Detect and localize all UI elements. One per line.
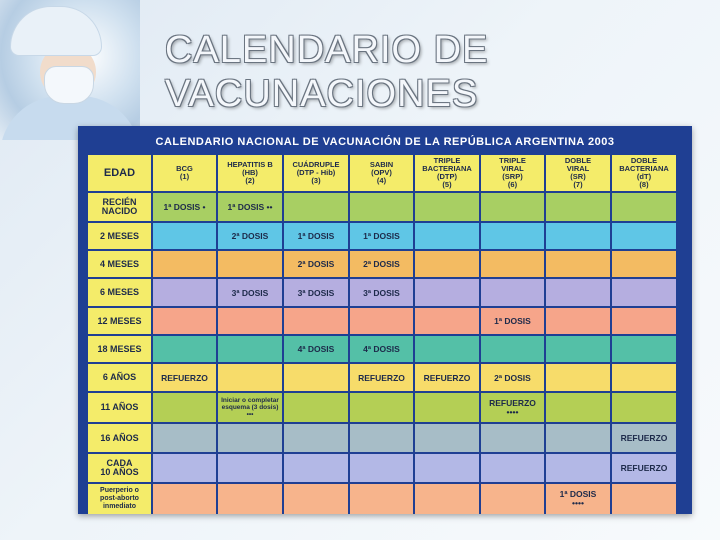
table-row [88,193,676,221]
vaccination-poster [78,126,692,514]
dose-cell: REFUERZO •••• [481,393,544,422]
vaccination-table [86,153,678,516]
table-row [88,424,676,452]
dose-cell [546,454,610,482]
age-cell: 6 AÑOS [88,364,151,391]
age-cell: CADA 10 AÑOS [88,454,151,482]
dose-cell [350,424,413,452]
dose-cell: Iniciar o completar esquema (3 dosis) ••• [218,393,282,422]
age-cell: 12 MESES [88,308,151,334]
age-cell: 18 MESES [88,336,151,362]
dose-cell [153,393,216,422]
dose-cell [153,279,216,306]
dose-cell [415,454,479,482]
dose-cell [284,484,348,514]
dose-cell [612,364,676,391]
surgical-mask [44,66,94,104]
dose-cell: 1ª DOSIS [350,223,413,249]
dose-cell [415,193,479,221]
age-cell: 16 AÑOS [88,424,151,452]
dose-cell [546,193,610,221]
column-header: BCG (1) [153,155,216,191]
dose-cell [153,484,216,514]
dose-cell [153,308,216,334]
column-header: SABIN (OPV) (4) [350,155,413,191]
table-row [88,223,676,249]
slide-title: CALENDARIO DE VACUNACIONES [165,29,489,115]
dose-cell [153,454,216,482]
dose-cell [284,364,348,391]
table-row [88,251,676,277]
dose-cell [350,454,413,482]
column-header: DOBLE BACTERIANA (dT) (8) [612,155,676,191]
dose-cell: REFUERZO [350,364,413,391]
dose-cell [415,223,479,249]
dose-cell [284,424,348,452]
dose-cell [481,279,544,306]
dose-cell [546,336,610,362]
doctor-photo [0,0,140,140]
dose-cell: REFUERZO [153,364,216,391]
dose-cell: 3ª DOSIS [218,279,282,306]
dose-cell [612,393,676,422]
dose-cell [284,193,348,221]
dose-cell: REFUERZO [612,424,676,452]
dose-cell [612,308,676,334]
column-header: EDAD [88,155,151,191]
dose-cell [481,454,544,482]
dose-cell [612,279,676,306]
dose-cell: 1ª DOSIS •••• [546,484,610,514]
surgical-cap [10,6,102,56]
dose-cell [218,336,282,362]
dose-cell [546,251,610,277]
dose-cell [546,424,610,452]
dose-cell [612,484,676,514]
dose-cell: REFUERZO [415,364,479,391]
column-header: TRIPLE VIRAL (SRP) (6) [481,155,544,191]
dose-cell: 4ª DOSIS [284,336,348,362]
dose-cell [218,484,282,514]
header-row [88,155,676,191]
dose-cell [481,484,544,514]
dose-cell [415,424,479,452]
table-row [88,308,676,334]
dose-cell: 2ª DOSIS [284,251,348,277]
dose-cell: 3ª DOSIS [350,279,413,306]
dose-cell [218,251,282,277]
age-cell: RECIÉN NACIDO [88,193,151,221]
dose-cell [218,308,282,334]
column-header: CUÁDRUPLE (DTP - Hib) (3) [284,155,348,191]
dose-cell [415,484,479,514]
table-row [88,484,676,514]
dose-cell [284,393,348,422]
table-row [88,393,676,422]
dose-cell [350,484,413,514]
age-cell: 11 AÑOS [88,393,151,422]
table-row [88,454,676,482]
dose-cell: 4ª DOSIS [350,336,413,362]
dose-cell [153,424,216,452]
column-header: HEPATITIS B (HB) (2) [218,155,282,191]
dose-cell [546,279,610,306]
table-row [88,364,676,391]
poster-header: CALENDARIO NACIONAL DE VACUNACIÓN DE LA REPÚBLICA ARGENTINA 2003 [155,136,615,148]
dose-cell [218,424,282,452]
dose-cell [284,454,348,482]
dose-cell: 2ª DOSIS [350,251,413,277]
dose-cell [153,251,216,277]
dose-cell [415,279,479,306]
dose-cell [481,336,544,362]
dose-cell [612,251,676,277]
age-cell: 6 MESES [88,279,151,306]
dose-cell [546,308,610,334]
dose-cell [415,393,479,422]
dose-cell [481,223,544,249]
dose-cell [350,308,413,334]
age-cell: 4 MESES [88,251,151,277]
dose-cell: 2ª DOSIS [481,364,544,391]
dose-cell [218,454,282,482]
dose-cell: 1ª DOSIS • [153,193,216,221]
dose-cell [612,223,676,249]
dose-cell [350,393,413,422]
dose-cell [481,193,544,221]
dose-cell [415,308,479,334]
table-row [88,279,676,306]
dose-cell [546,364,610,391]
dose-cell [415,336,479,362]
dose-cell: 1ª DOSIS [481,308,544,334]
dose-cell [218,364,282,391]
dose-cell [546,223,610,249]
dose-cell [546,393,610,422]
dose-cell: 1ª DOSIS •• [218,193,282,221]
column-header: DOBLE VIRAL (SR) (7) [546,155,610,191]
dose-cell [350,193,413,221]
dose-cell: REFUERZO [612,454,676,482]
table-row [88,336,676,362]
age-cell: 2 MESES [88,223,151,249]
dose-cell [612,193,676,221]
dose-cell [284,308,348,334]
dose-cell [481,251,544,277]
dose-cell [415,251,479,277]
dose-cell [481,424,544,452]
dose-cell [612,336,676,362]
dose-cell [153,336,216,362]
dose-cell: 1ª DOSIS [284,223,348,249]
age-cell: Puerperio o post-aborto inmediato [88,484,151,514]
column-header: TRIPLE BACTERIANA (DTP) (5) [415,155,479,191]
dose-cell: 3ª DOSIS [284,279,348,306]
dose-cell: 2ª DOSIS [218,223,282,249]
dose-cell [153,223,216,249]
